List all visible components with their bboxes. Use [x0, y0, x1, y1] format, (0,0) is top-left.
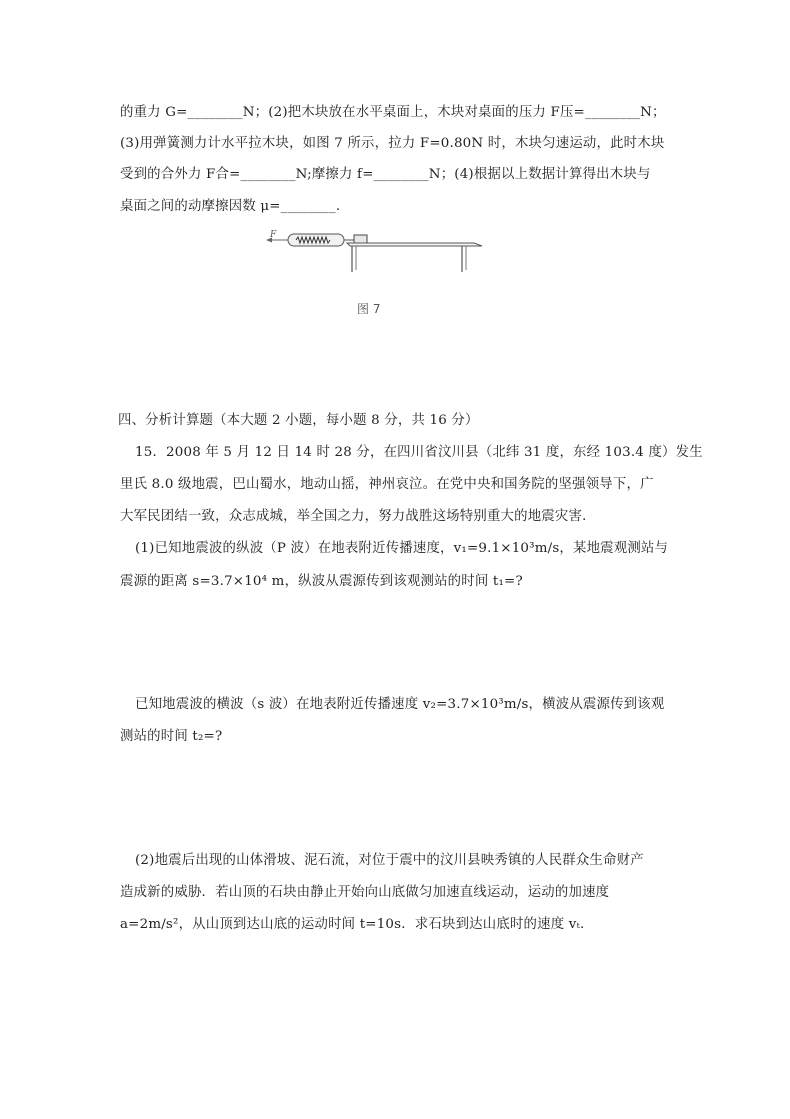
question-text-line: (2)地震后出现的山体滑坡、泥石流，对位于震中的汶川县映秀镇的人民群众生命财产 [135, 853, 644, 868]
question-text-line: (1)已知地震波的纵波（P 波）在地表附近传播速度，v₁=9.1×10³m/s，某地震观测站与 [135, 541, 669, 556]
figure-caption: 图 7 [357, 302, 381, 316]
question-text-line: 测站的时间 t₂=? [120, 729, 223, 744]
wooden-block [354, 235, 367, 243]
question-text-line: a=2m/s²，从山顶到达山底的运动时间 t=10s．求石块到达山底时的速度 vₜ. [120, 917, 585, 932]
question-text-line: 15．2008 年 5 月 12 日 14 时 28 分，在四川省汶川县（北纬 31 度，东经 103.4 度）发生 [135, 445, 703, 460]
section-heading: 四、分析计算题（本大题 2 小题，每小题 8 分，共 16 分） [118, 413, 479, 428]
question-text-line: 造成新的威胁．若山顶的石块由静止开始向山底做匀加速直线运动，运动的加速度 [120, 885, 610, 900]
question-text-line: 桌面之间的动摩擦因数 μ=________. [120, 199, 341, 214]
question-text-line: 大军民团结一致，众志成城，举全国之力，努力战胜这场特别重大的地震灾害． [120, 509, 596, 524]
question-text-line: 震源的距离 s=3.7×10⁴ m，纵波从震源传到该观测站的时间 t₁=? [120, 574, 523, 589]
question-text-line: 里氏 8.0 级地震，巴山蜀水，地动山摇，神州哀泣。在党中央和国务院的坚强领导下，广 [120, 477, 654, 492]
question-text-line: 受到的合外力 F合=________N;摩擦力 f=________N；(4)根据以上数据计算得出木块与 [120, 167, 651, 182]
force-label: F [270, 230, 277, 240]
figure-7-spring-scale-diagram [262, 226, 484, 286]
question-text-line: 的重力 G=________N；(2)把木块放在水平桌面上，木块对桌面的压力 F压=________N； [120, 105, 666, 120]
question-text-line: (3)用弹簧测力计水平拉木块，如图 7 所示，拉力 F=0.80N 时，木块匀速运动，此时木块 [120, 136, 665, 151]
question-text-line: 已知地震波的横波（s 波）在地表附近传播速度 v₂=3.7×10³m/s，横波从震源传到该观 [135, 697, 665, 712]
